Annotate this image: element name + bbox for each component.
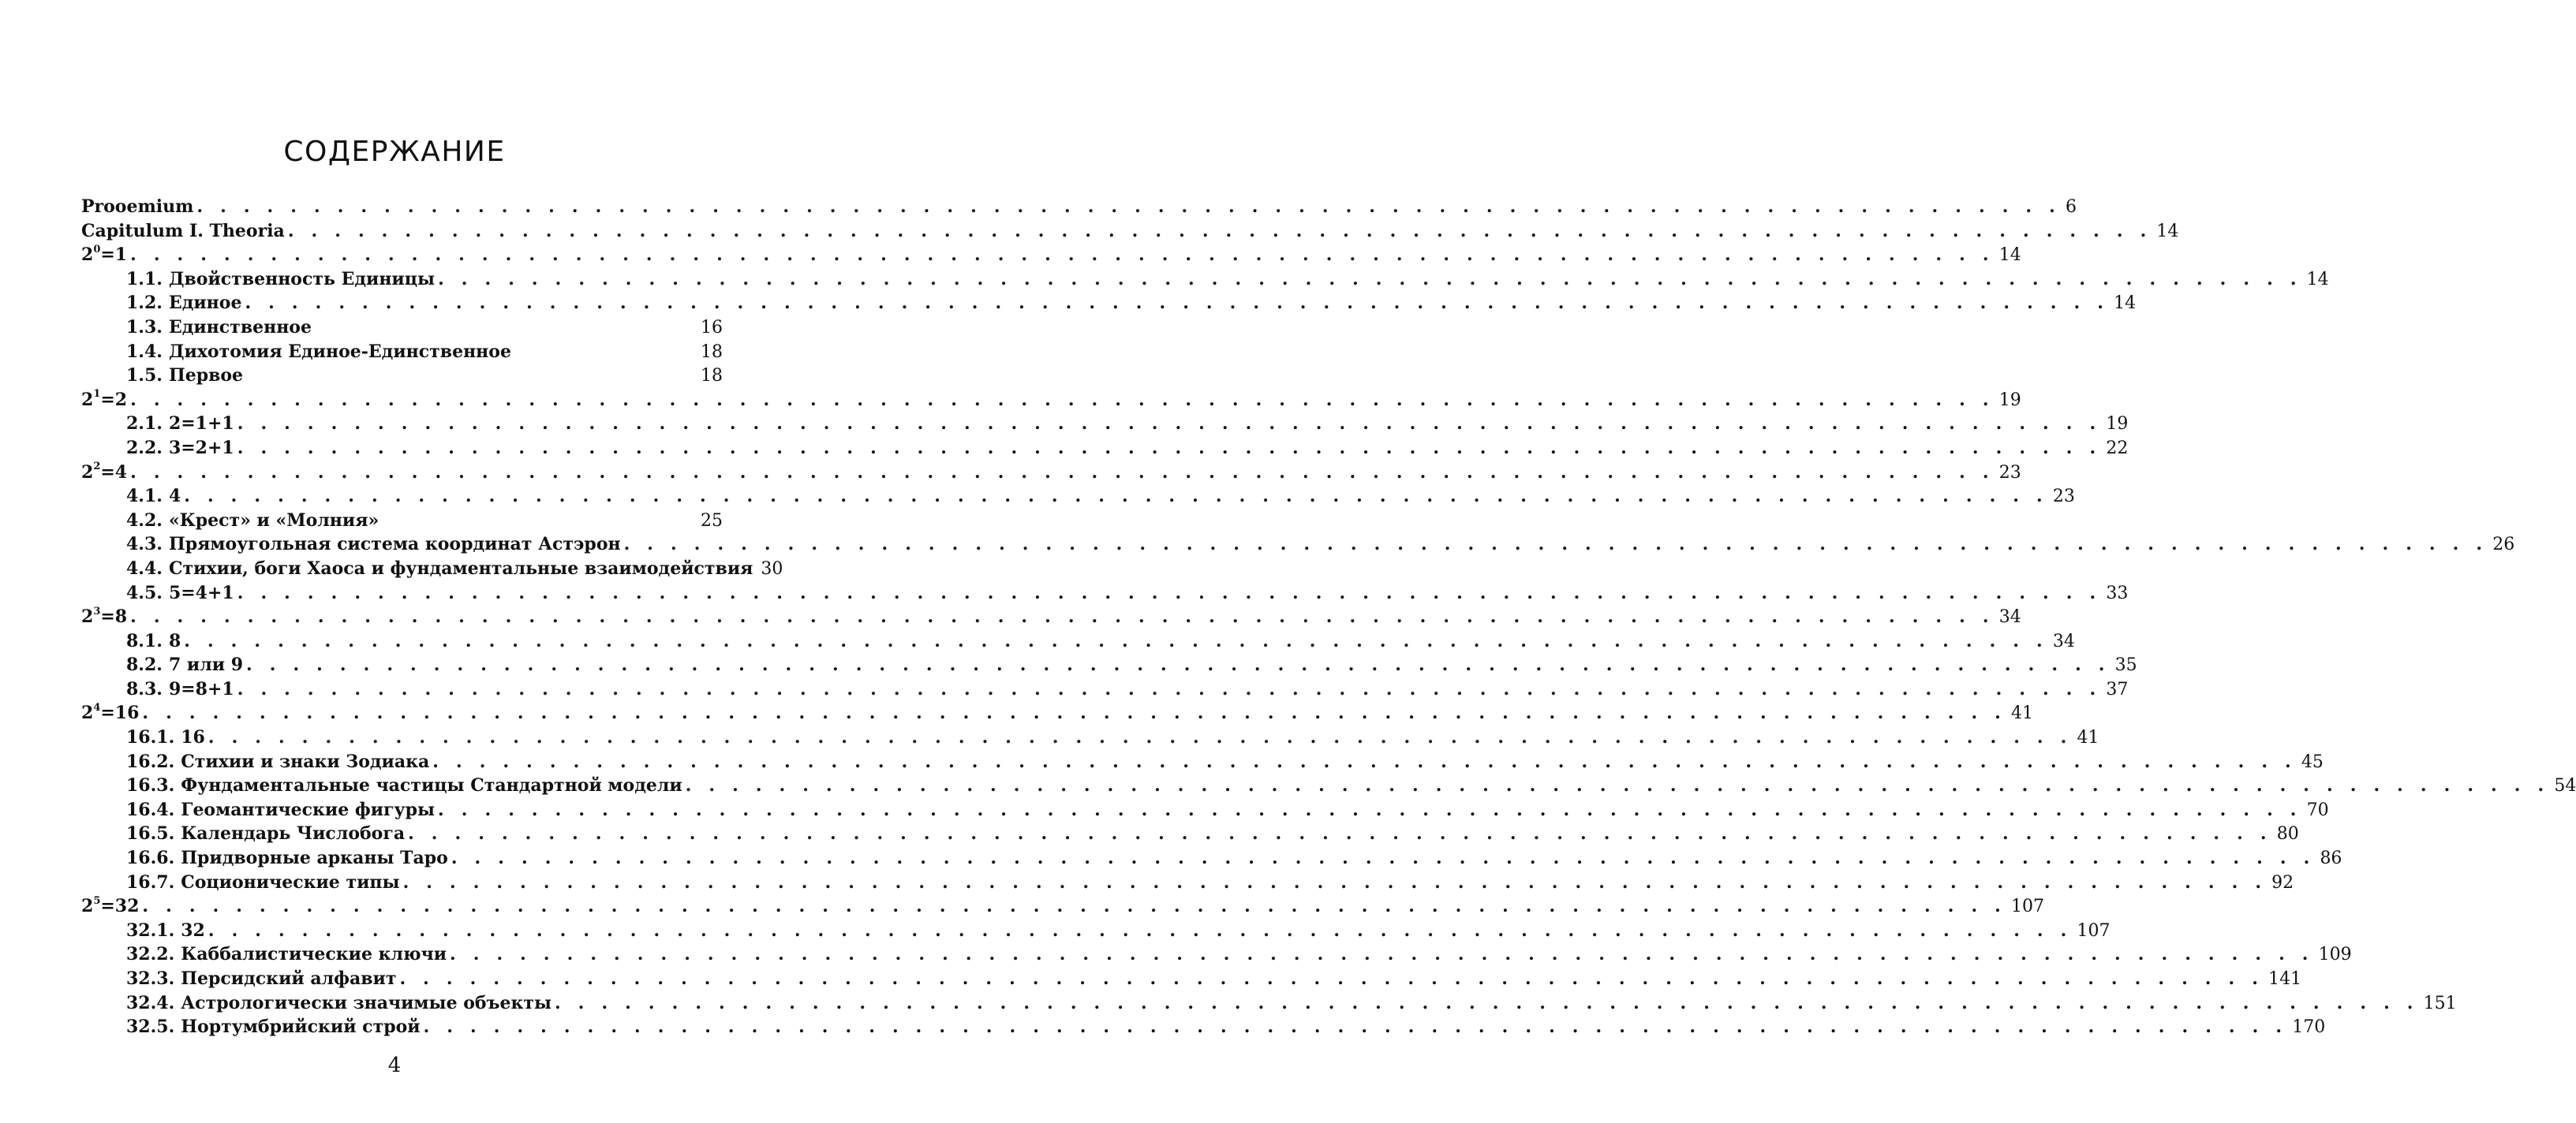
toc-entry-number: 1.4. <box>126 341 163 362</box>
exponent: 1 <box>93 388 101 401</box>
toc-entry-title: Единственное <box>168 316 312 338</box>
toc-entry <box>81 774 2576 798</box>
toc-entry <box>81 364 723 388</box>
dot-leader: . . . . . . . . . . . . . . . . . . . . . . . . . . . . . . . . . . . . . . . . . . . . . . . . . . . . . . . . . . . . . . . . . . . . . . . . . . . . . . . . <box>423 1017 2288 1038</box>
toc-entry-title: Двойственность Единицы <box>168 268 436 289</box>
toc-entry-title: Персидский алфавит <box>181 968 397 989</box>
toc-entry-title: Нортумбрийский строй <box>181 1017 421 1038</box>
toc-entry <box>81 942 2352 967</box>
toc-entry-title: $2^0=1$ <box>81 243 128 266</box>
toc-entry <box>81 894 2045 919</box>
toc-entry-title: 32 <box>181 920 205 941</box>
toc-entry-page: 18 <box>701 366 723 386</box>
dot-leader: . . . . . . . . . . . . . . . . . . . . . . . . . . . . . . . . . . . . . . . . . . . . . . . . . . . . . . . . . . . . . . . . . . . . . . . . . . . . . . . . <box>438 268 2302 289</box>
toc-entry-title: 3=2+1 <box>168 437 234 458</box>
toc-entry-page: 92 <box>2271 872 2294 893</box>
toc-entry-title: Соционические типы <box>181 871 400 893</box>
dot-leader: . . . . . . . . . . . . . . . . . . . . . . . . . . . . . . . . . . . . . . . . . . . . . . . . . . . . . . . . . . . . . . . . . . . . . . . . . . . . . . . . <box>432 751 2297 772</box>
toc-entry <box>81 484 2075 509</box>
toc-entry-number: 16.7. <box>126 871 175 893</box>
toc-entry-page: 23 <box>1998 462 2021 483</box>
toc-entry <box>81 629 2075 654</box>
toc-entry-title: 4 <box>168 486 181 507</box>
toc-entry <box>81 436 2129 461</box>
toc-entry-page: 170 <box>2292 1017 2326 1038</box>
dot-leader: . . . . . . . . . . . . . . . . . . . . . . . . . . . . . . . . . . . . . . . . . . . . . . . . . . . . . . . . . . . . . . . . . . . . . . . . . . . . . . . . <box>142 896 2007 917</box>
toc-entry-page: 41 <box>2077 728 2099 748</box>
toc-entry-number: 8.1. <box>126 630 163 651</box>
dot-leader: . . . . . . . . . . . . . . . . . . . . . . . . . . . . . . . . . . . . . . . . . . . . . . . . . . . . . . . . . . . . . . . . . . . . . . . . . . . . . . . . <box>555 992 2419 1013</box>
toc-entry-title: Единое <box>168 293 242 314</box>
dot-leader: . . . . . . . . . . . . . . . . . . . . . . . . . . . . . . . . . . . . . . . . . . . . . . . . . . . . . . . . . . . . . . . . . . . . . . . . . . . . . . . . <box>130 244 1995 266</box>
toc-entry <box>81 532 2515 557</box>
dot-leader: . . . . . . . . . . . . . . . . . . . . . . . . . . . . . . . . . . . . . . . . . . . . . . . . . . . . . . . . . . . . . . . . . . . . . . . . . . . . . . . . <box>438 799 2302 820</box>
dot-leader: . . . . . . . . . . . . . . . . . . . . . . . . . . . . . . . . . . . . . . . . . . . . . . . . . . . . . . . . . . . . . . . . . . . . . . . . . . . . . . . . <box>237 582 2102 603</box>
toc-entry-title: $2^3=8$ <box>81 605 128 628</box>
table-of-contents <box>81 195 2576 1039</box>
toc-entry-title: 8 <box>168 630 181 651</box>
toc-entry-title: Прямоугольная система координат Астэрон <box>168 534 621 555</box>
toc-entry-page: 151 <box>2423 993 2457 1013</box>
toc-entry-page: 6 <box>2066 197 2077 217</box>
dot-leader: . . . . . . . . . . . . . . . . . . . . . . . . . . . . . . . . . . . . . . . . . . . . . . . . . . . . . . . . . . . . . . . . . . . . . . . . . . . . . . . . <box>130 606 1995 628</box>
toc-entry-title: Дихотомия Единое-Единственное <box>168 341 511 362</box>
toc-entry-page: 54 <box>2554 776 2576 797</box>
toc-entry-page: 22 <box>2106 438 2129 458</box>
toc-entry-title: $2^2=4$ <box>81 461 128 483</box>
toc-entry-number: 2.1. <box>126 413 163 435</box>
toc-entry-title: «Крест» и «Молния» <box>168 509 379 531</box>
toc-entry <box>81 750 2324 774</box>
toc-entry-page: 70 <box>2306 800 2329 820</box>
toc-entry-number: 16.4. <box>126 799 175 820</box>
toc-entry-page: 14 <box>2156 221 2179 241</box>
toc-entry <box>81 991 2457 1016</box>
toc-entry <box>81 461 2021 485</box>
dot-leader: . . . . . . . . . . . . . . . . . . . . . . . . . . . . . . . . . . . . . . . . . . . . . . . . . . . . . . . . . . . . . . . . . . . . . . . . . . . . . . . . <box>208 920 2073 941</box>
toc-entry <box>81 388 2021 412</box>
toc-entry <box>81 919 2111 943</box>
toc-entry-page: 109 <box>2318 945 2352 965</box>
toc-entry <box>81 871 2294 895</box>
toc-entry-title: Календарь Числобога <box>181 823 406 845</box>
toc-entry-page: 37 <box>2106 679 2129 700</box>
toc-entry-title: Prooemium <box>81 196 194 217</box>
dot-leader: . . . . . . . . . . . . . . . . . . . . . . . . . . . . . . . . . . . . . . . . . . . . . . . . . . . . . . . . . . . . . . . . . . . . . . . . . . . . . . . . <box>184 486 2048 507</box>
toc-entry-title: Астрологически значимые объекты <box>181 992 552 1013</box>
dot-leader: . . . . . . . . . . . . . . . . . . . . . . . . . . . . . . . . . . . . . . . . . . . . . . . . . . . . . . . . . . . . . . . . . . . . . . . . . . . . . . . . <box>237 678 2102 700</box>
toc-entry-page: 19 <box>1998 390 2021 410</box>
toc-entry-number: 32.5. <box>126 1017 175 1038</box>
toc-entry-page: 16 <box>701 317 723 338</box>
toc-entry-page: 45 <box>2301 752 2324 772</box>
toc-entry <box>81 557 783 581</box>
dot-leader: . . . . . . . . . . . . . . . . . . . . . . . . . . . . . . . . . . . . . . . . . . . . . . . . . . . . . . . . . . . . . . . . . . . . . . . . . . . . . . . . <box>402 871 2268 893</box>
toc-entry-number: 1.3. <box>126 316 163 338</box>
dot-leader: . . . . . . . . . . . . . . . . . . . . . . . . . . . . . . . . . . . . . . . . . . . . . . . . . . . . . . . . . . . . . . . . . . . . . . . . . . . . . . . . <box>245 293 2110 314</box>
toc-entry-page: 141 <box>2268 969 2302 989</box>
toc-entry-title: 2=1+1 <box>168 413 234 435</box>
toc-entry-page: 35 <box>2114 655 2137 676</box>
toc-entry <box>81 701 2034 726</box>
dot-leader: . . . . . . . . . . . . . . . . . . . . . . . . . . . . . . . . . . . . . . . . . . . . . . . . . . . . . . . . . . . . . . . . . . . . . . . . . . . . . . . . <box>142 703 2007 724</box>
toc-entry <box>81 195 2077 219</box>
toc-entry-title: Придворные арканы Таро <box>181 848 448 869</box>
toc-entry-number: 2.2. <box>126 437 163 458</box>
dot-leader: . . . . . . . . . . . . . . . . . . . . . . . . . . . . . . . . . . . . . . . . . . . . . . . . . . . . . . . . . . . . . . . . . . . . . . . . . . . . . . . . <box>237 437 2102 458</box>
toc-entry-page: 34 <box>1998 607 2021 628</box>
toc-entry-number: 1.1. <box>126 268 163 289</box>
toc-entry-title: Стихии и знаки Зодиака <box>181 751 430 772</box>
toc-entry <box>81 267 2329 292</box>
toc-entry-number: 4.2. <box>126 509 163 531</box>
toc-entry <box>81 509 723 533</box>
toc-entry-title: $2^1=2$ <box>81 388 128 410</box>
toc-entry-number: 8.3. <box>126 678 163 700</box>
toc-entry <box>81 967 2302 991</box>
toc-entry-title: Геомантические фигуры <box>181 799 436 820</box>
exponent: 5 <box>93 894 101 907</box>
toc-entry-number: 16.6. <box>126 848 175 869</box>
toc-entry-number: 1.2. <box>126 293 163 314</box>
dot-leader: . . . . . . . . . . . . . . . . . . . . . . . . . . . . . . . . . . . . . . . . . . . . . . . . . . . . . . . . . . . . . . . . . . . . . . . . . . . . . . . . <box>237 413 2102 435</box>
toc-entry-title: 16 <box>181 727 205 748</box>
toc-entry-number: 32.3. <box>126 968 175 989</box>
toc-entry-page: 34 <box>2052 631 2075 651</box>
toc-entry-title: $2^5=32$ <box>81 894 140 917</box>
page-title: СОДЕРЖАНИЕ <box>283 136 506 168</box>
toc-entry <box>81 605 2021 629</box>
toc-entry-page: 23 <box>2052 487 2075 507</box>
toc-entry-title: Первое <box>168 365 244 386</box>
dot-leader: . . . . . . . . . . . . . . . . . . . . . . . . . . . . . . . . . . . . . . . . . . . . . . . . . . . . . . . . . . . . . . . . . . . . . . . . . . . . . . . . <box>408 823 2272 845</box>
toc-entry-number: 32.2. <box>126 944 175 965</box>
dot-leader: . . . . . . . . . . . . . . . . . . . . . . . . . . . . . . . . . . . . . . . . . . . . . . . . . . . . . . . . . . . . . . . . . . . . . . . . . . . . . . . . <box>623 534 2488 555</box>
toc-entry-page: 14 <box>1998 245 2021 266</box>
toc-entry-page: 14 <box>2306 269 2329 289</box>
toc-entry-number: 4.3. <box>126 534 163 555</box>
toc-entry <box>81 412 2129 436</box>
toc-entry <box>81 340 723 364</box>
toc-entry-page: 14 <box>2114 293 2137 314</box>
toc-entry-title: 5=4+1 <box>168 582 234 603</box>
toc-entry <box>81 822 2299 846</box>
toc-entry-number: 32.4. <box>126 992 175 1013</box>
toc-entry-title: 9=8+1 <box>168 678 234 700</box>
dot-leader: . . . . . . . . . . . . . . . . . . . . . . . . . . . . . . . . . . . . . . . . . . . . . . . . . . . . . . . . . . . . . . . . . . . . . . . . . . . . . . . . <box>450 944 2314 965</box>
exponent: 3 <box>93 605 101 617</box>
toc-entry-number: 16.5. <box>126 823 175 845</box>
toc-entry-title: $2^4=16$ <box>81 702 140 724</box>
toc-entry <box>81 315 723 340</box>
toc-entry <box>81 291 2137 315</box>
toc-entry-page: 86 <box>2320 849 2342 869</box>
dot-leader: . . . . . . . . . . . . . . . . . . . . . . . . . . . . . . . . . . . . . . . . . . . . . . . . . . . . . . . . . . . . . . . . . . . . . . . . . . . . . . . . <box>451 848 2316 869</box>
dot-leader: . . . . . . . . . . . . . . . . . . . . . . . . . . . . . . . . . . . . . . . . . . . . . . . . . . . . . . . . . . . . . . . . . . . . . . . . . . . . . . . . <box>130 389 1995 410</box>
toc-entry-page: 18 <box>701 341 723 362</box>
dot-leader: . . . . . . . . . . . . . . . . . . . . . . . . . . . . . . . . . . . . . . . . . . . . . . . . . . . . . . . . . . . . . . . . . . . . . . . . . . . . . . . . <box>246 655 2111 676</box>
toc-entry-page: 80 <box>2276 824 2299 845</box>
toc-entry-title: Стихии, боги Хаоса и фундаментальные взаимодействия <box>168 558 753 579</box>
toc-entry <box>81 219 2179 244</box>
exponent: 4 <box>93 702 101 714</box>
toc-entry <box>81 653 2137 677</box>
toc-entry <box>81 726 2099 750</box>
toc-entry-number: 4.4. <box>126 558 163 579</box>
page-number: 4 <box>387 1054 402 1077</box>
dot-leader: . . . . . . . . . . . . . . . . . . . . . . . . . . . . . . . . . . . . . . . . . . . . . . . . . . . . . . . . . . . . . . . . . . . . . . . . . . . . . . . . <box>184 630 2048 651</box>
dot-leader: . . . . . . . . . . . . . . . . . . . . . . . . . . . . . . . . . . . . . . . . . . . . . . . . . . . . . . . . . . . . . . . . . . . . . . . . . . . . . . . . <box>685 775 2550 797</box>
toc-entry-number: 32.1. <box>126 920 175 941</box>
dot-leader: . . . . . . . . . . . . . . . . . . . . . . . . . . . . . . . . . . . . . . . . . . . . . . . . . . . . . . . . . . . . . . . . . . . . . . . . . . . . . . . . <box>287 220 2152 241</box>
toc-entry-title: 7 или 9 <box>168 655 244 676</box>
exponent: 2 <box>93 461 101 473</box>
dot-leader: . . . . . . . . . . . . . . . . . . . . . . . . . . . . . . . . . . . . . . . . . . . . . . . . . . . . . . . . . . . . . . . . . . . . . . . . . . . . . . . . <box>399 968 2264 989</box>
toc-entry-number: 1.5. <box>126 365 163 386</box>
toc-entry-page: 19 <box>2106 414 2129 435</box>
dot-leader: . . . . . . . . . . . . . . . . . . . . . . . . . . . . . . . . . . . . . . . . . . . . . . . . . . . . . . . . . . . . . . . . . . . . . . . . . . . . . . . . <box>130 461 1995 483</box>
toc-entry-title: Capitulum I. Theoria <box>81 220 285 241</box>
toc-entry-page: 41 <box>2011 703 2034 724</box>
toc-entry-number: 8.2. <box>126 655 163 676</box>
toc-entry-page: 30 <box>761 558 783 579</box>
toc-entry <box>81 677 2129 702</box>
toc-entry-number: 4.5. <box>126 582 163 603</box>
toc-entry-page: 107 <box>2011 897 2045 917</box>
toc-entry-number: 16.2. <box>126 751 175 772</box>
toc-entry <box>81 1015 2326 1039</box>
toc-entry-page: 25 <box>701 510 723 531</box>
toc-entry-title: Фундаментальные частицы Стандартной модели <box>181 775 682 797</box>
dot-leader: . . . . . . . . . . . . . . . . . . . . . . . . . . . . . . . . . . . . . . . . . . . . . . . . . . . . . . . . . . . . . . . . . . . . . . . . . . . . . . . . <box>196 196 2061 217</box>
toc-entry-page: 107 <box>2077 920 2111 941</box>
toc-entry-page: 33 <box>2106 583 2129 603</box>
toc-entry-number: 16.3. <box>126 775 175 797</box>
toc-entry-number: 16.1. <box>126 727 175 748</box>
toc-entry <box>81 581 2129 606</box>
toc-entry <box>81 243 2021 267</box>
toc-entry-title: Каббалистические ключи <box>181 944 447 965</box>
toc-entry-page: 26 <box>2492 535 2515 555</box>
toc-entry <box>81 798 2329 823</box>
toc-entry-number: 4.1. <box>126 486 163 507</box>
toc-entry <box>81 846 2342 871</box>
exponent: 0 <box>93 243 101 256</box>
dot-leader: . . . . . . . . . . . . . . . . . . . . . . . . . . . . . . . . . . . . . . . . . . . . . . . . . . . . . . . . . . . . . . . . . . . . . . . . . . . . . . . . <box>208 727 2073 748</box>
